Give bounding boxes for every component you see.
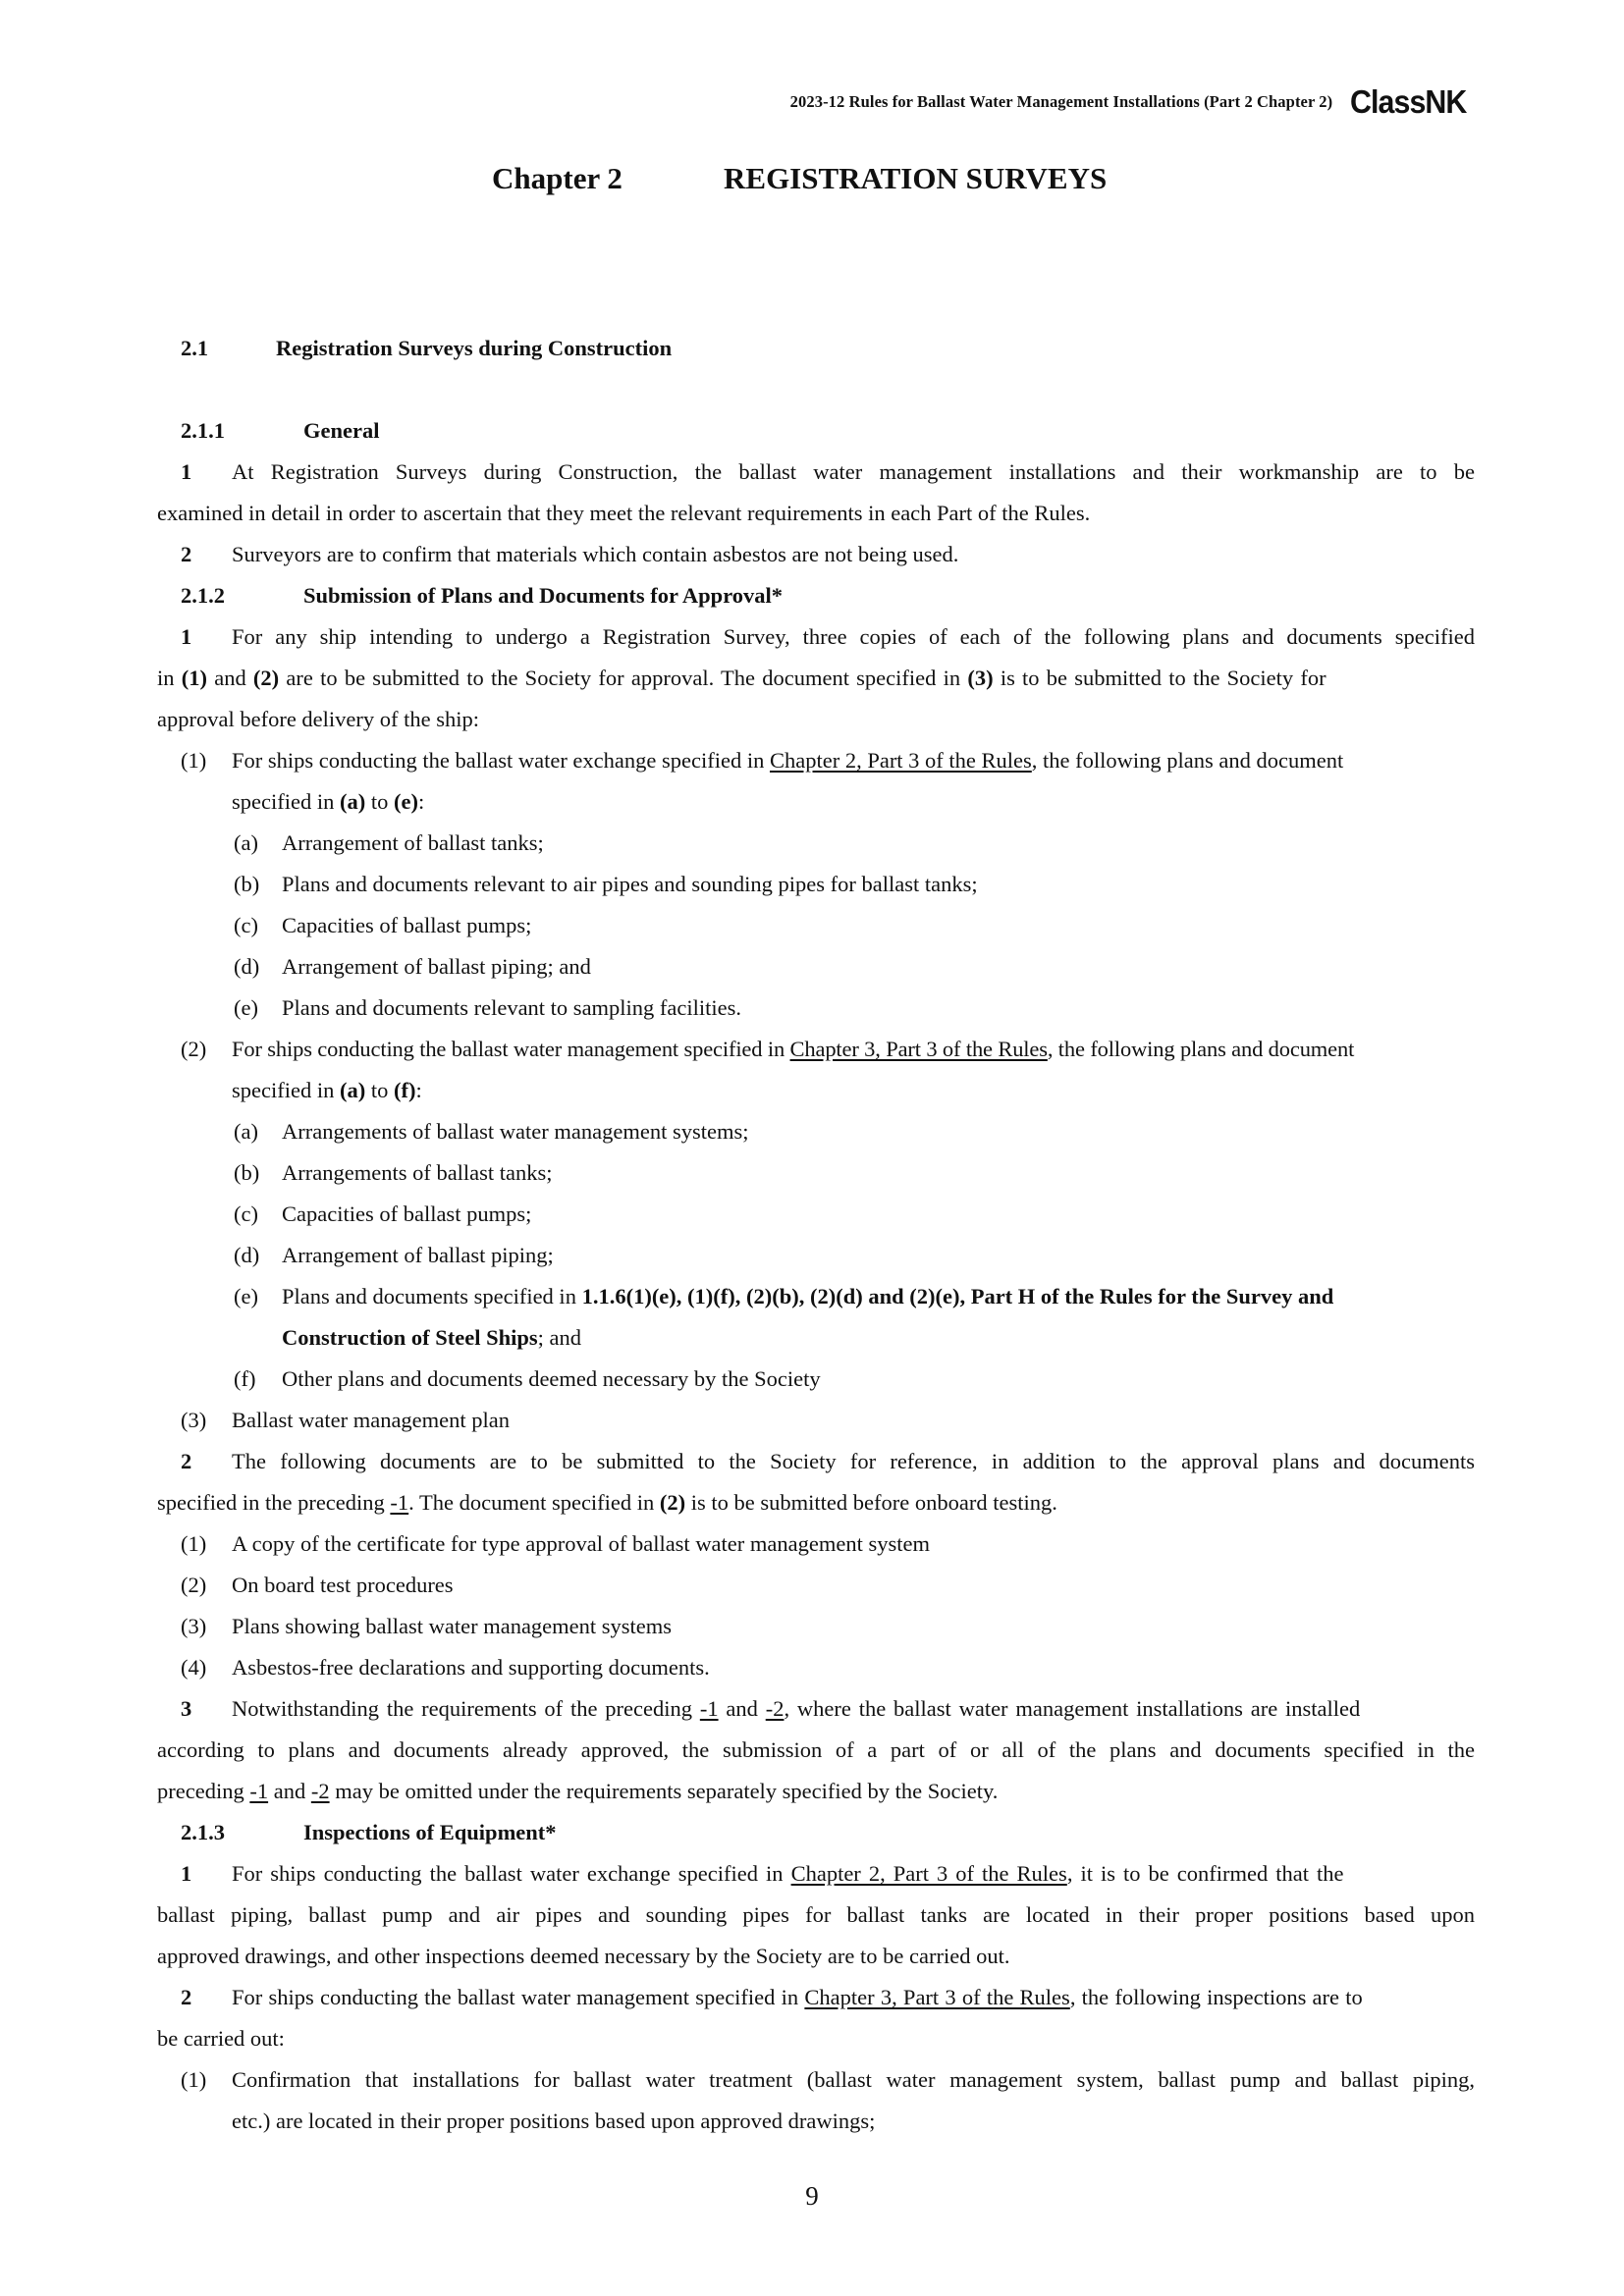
subitem-key: (d) [234,954,260,979]
section-number: 2.1 [181,336,209,360]
item-text: For ships conducting the ballast water exchange specified in Chapter 2, Part 3 of the Rules, the following plans and document [232,748,1344,773]
running-header [790,82,1477,122]
para-number: 3 [181,1696,192,1721]
paragraph-reference-link[interactable]: -2 [310,1779,330,1803]
item-number: (3) [181,1408,207,1432]
para-text: At Registration Surveys during Construction, the ballast water management installations and their workmanship are to be [232,459,1475,484]
para-text: approved drawings, and other inspections deemed necessary by the Society are to be carried out. [157,1944,1010,1968]
chapter-title: REGISTRATION SURVEYS [724,161,1108,195]
subsection-title: Inspections of Equipment* [303,1820,557,1844]
chapter-number: Chapter 2 [492,161,623,195]
para-number: 2 [181,542,192,566]
subitem-key: (b) [234,1160,260,1185]
para-text: examined in detail in order to ascertain that they meet the relevant requirements in each Part of the Rules. [157,501,1091,525]
rule-reference-link[interactable]: Chapter 2, Part 3 of the Rules [769,748,1032,773]
rule-reference-link[interactable]: Chapter 2, Part 3 of the Rules [790,1861,1067,1886]
item-number: (4) [181,1655,207,1680]
subsection-title: Submission of Plans and Documents for Approval* [303,583,784,608]
rule-reference-link[interactable]: Chapter 3, Part 3 of the Rules [789,1037,1048,1061]
para-number: 1 [181,1861,192,1886]
para-text: preceding -1 and -2 may be omitted under the requirements separately specified by the Society. [157,1779,999,1803]
para-text: according to plans and documents already approved, the submission of a part of or all of the plans and documents specified in the [157,1737,1475,1762]
para-text: The following documents are to be submitted to the Society for reference, in addition to the approval plans and documents [232,1449,1475,1473]
item-text: A copy of the certificate for type approval of ballast water management system [232,1531,930,1556]
item-text: On board test procedures [232,1573,454,1597]
rule-reference-link[interactable]: Chapter 3, Part 3 of the Rules [804,1985,1070,2009]
item-number: (2) [181,1037,207,1061]
subitem-text: Capacities of ballast pumps; [282,1201,532,1226]
item-number: (1) [181,1531,207,1556]
subitem-text: Arrangements of ballast water management systems; [282,1119,749,1144]
item-number: (1) [181,2067,207,2092]
subsection-number: 2.1.2 [181,583,225,608]
para-text: Surveyors are to confirm that materials which contain asbestos are not being used. [232,542,959,566]
paragraph-reference-link[interactable]: -1 [699,1696,719,1721]
subitem-key: (e) [234,995,258,1020]
paragraph-reference-link[interactable]: -2 [765,1696,785,1721]
item-text: For ships conducting the ballast water management specified in Chapter 3, Part 3 of the Rules, the following plans and document [232,1037,1355,1061]
subitem-text: Arrangement of ballast piping; and [282,954,591,979]
subitem-key: (e) [234,1284,258,1308]
para-text: be carried out: [157,2026,285,2051]
subsection-number: 2.1.3 [181,1820,225,1844]
subitem-text: Arrangement of ballast tanks; [282,830,544,855]
classnk-logo: ClassNK [1350,83,1467,120]
item-text: Confirmation that installations for ballast water treatment (ballast water management system, ballast pump and ballast piping, [232,2067,1475,2092]
para-number: 1 [181,459,192,484]
item-text: Ballast water management plan [232,1408,511,1432]
section-title: Registration Surveys during Construction [276,336,673,360]
para-text: in (1) and (2) are to be submitted to the Society for approval. The document specified in (3) is to be submitted to the Society for [157,666,1326,690]
subitem-key: (a) [234,1119,258,1144]
subsection-title: General [303,418,380,443]
para-text: specified in the preceding -1. The document specified in (2) is to be submitted before onboard testing. [157,1490,1057,1515]
subitem-text: Plans and documents specified in 1.1.6(1)(e), (1)(f), (2)(b), (2)(d) and (2)(e), Part H of the Rules for the Survey and [282,1284,1334,1308]
item-text: etc.) are located in their proper positions based upon approved drawings; [232,2109,876,2133]
subitem-text: Plans and documents relevant to air pipes and sounding pipes for ballast tanks; [282,872,978,896]
paragraph-reference-link[interactable]: -1 [390,1490,409,1515]
paragraph-reference-link[interactable]: -1 [249,1779,269,1803]
subitem-text: Plans and documents relevant to sampling facilities. [282,995,742,1020]
running-title: 2023-12 Rules for Ballast Water Management Installations (Part 2 Chapter 2) [789,92,1333,111]
para-text: For ships conducting the ballast water management specified in Chapter 3, Part 3 of the Rules, the following inspections are to [232,1985,1363,2009]
item-number: (3) [181,1614,207,1638]
para-number: 1 [181,624,192,649]
para-number: 2 [181,1985,192,2009]
para-text: For any ship intending to undergo a Registration Survey, three copies of each of the following plans and documents specified [232,624,1475,649]
para-text: approval before delivery of the ship: [157,707,480,731]
item-text: Plans showing ballast water management systems [232,1614,673,1638]
item-number: (2) [181,1573,207,1597]
item-number: (1) [181,748,207,773]
subsection-number: 2.1.1 [181,418,225,443]
para-text: For ships conducting the ballast water exchange specified in Chapter 2, Part 3 of the Rules, it is to be confirmed that the [232,1861,1344,1886]
subitem-key: (a) [234,830,258,855]
page-number: 9 [805,2181,819,2211]
para-text: Notwithstanding the requirements of the preceding -1 and -2, where the ballast water management installations are installed [232,1696,1361,1721]
para-number: 2 [181,1449,192,1473]
subitem-text: Arrangement of ballast piping; [282,1243,554,1267]
para-text: ballast piping, ballast pump and air pipes and sounding pipes for ballast tanks are located in their proper positions based upon [157,1902,1475,1927]
item-text: Asbestos-free declarations and supporting documents. [232,1655,710,1680]
subitem-text: Capacities of ballast pumps; [282,913,532,937]
subitem-text: Other plans and documents deemed necessary by the Society [282,1366,821,1391]
item-text: specified in (a) to (f): [232,1078,422,1102]
subitem-key: (f) [234,1366,256,1391]
subitem-text: Construction of Steel Ships; and [282,1325,582,1350]
subitem-key: (c) [234,913,258,937]
subitem-text: Arrangements of ballast tanks; [282,1160,553,1185]
subitem-key: (d) [234,1243,260,1267]
subitem-key: (b) [234,872,260,896]
item-text: specified in (a) to (e): [232,789,425,814]
subitem-key: (c) [234,1201,258,1226]
